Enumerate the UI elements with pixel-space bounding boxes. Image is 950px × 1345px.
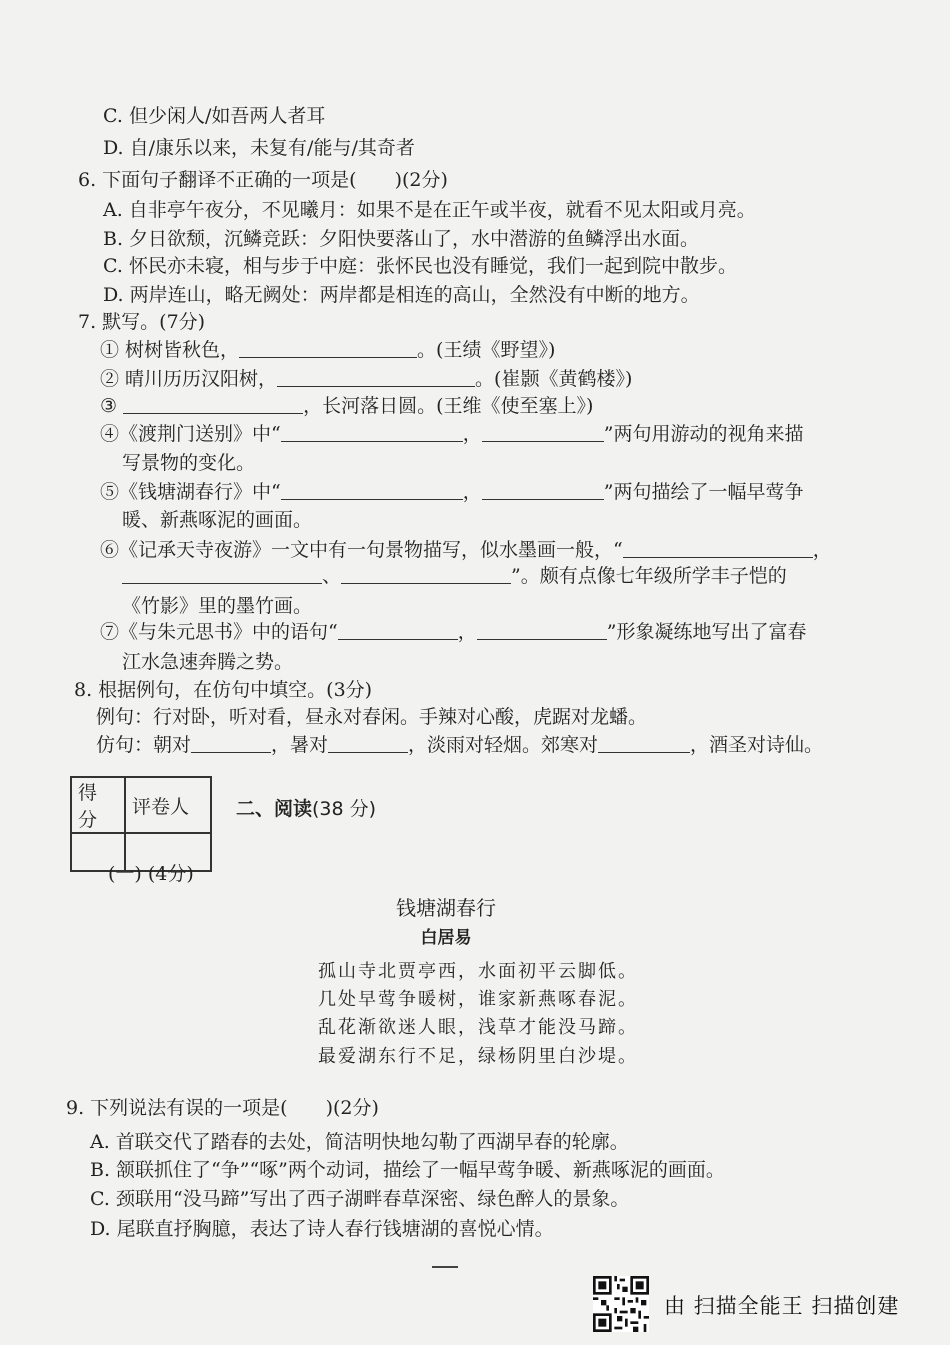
q7-blank-7b[interactable] [477,621,607,640]
poem-line-4: 最爱湖东行不足，绿杨阴里白沙堤。 [318,1046,638,1067]
q7-item-6-cont [122,564,787,588]
q6-option-b: B. 夕日欲颓，沉鳞竞跃：夕阳快要落山了，水中潜游的鱼鳞浮出水面。 [103,228,700,250]
section-2-title: 二、阅读 [236,798,313,820]
q8-blank-3[interactable] [598,734,690,753]
q9-option-d: D. 尾联直抒胸臆，表达了诗人春行钱塘湖的喜悦心情。 [90,1218,554,1240]
q7-blank-5a[interactable] [281,481,463,500]
q7-blank-4b[interactable] [482,423,604,442]
q7-blank-6b[interactable] [122,565,322,584]
poem-line-3: 乱花渐欲迷人眼，浅草才能没马蹄。 [318,1017,638,1038]
q7-blank-5b[interactable] [482,481,604,500]
q6-option-a: A. 自非亭午夜分，不见曦月：如果不是在正午或半夜，就看不见太阳或月亮。 [103,199,756,221]
q7-item-2-text-b: 。(崔颢《黄鹤楼》) [475,368,633,390]
q7-item-7 [100,620,806,644]
q6-option-c: C. 怀民亦未寝，相与步于中庭：张怀民也没有睡觉，我们一起到院中散步。 [103,255,737,277]
q7-item-3 [100,394,593,418]
q7-item-6-text-c: 、 [322,565,342,587]
q7-item-3-text-a: ③ [100,395,118,417]
q7-blank-4a[interactable] [281,423,463,442]
poem-author: 白居易 [420,928,472,948]
q7-item-3-text-b: ，长河落日圆。(王维《使至塞上》) [303,395,594,417]
q7-blank-6c[interactable] [341,565,511,584]
q7-item-7-text-b: ， [457,621,477,643]
q7-item-6-text-d: ”。颇有点像七年级所学丰子恺的 [511,565,787,587]
q7-blank-1[interactable] [239,339,417,358]
q7-item-2-text-a: ② 晴川历历汉阳树， [100,368,278,390]
q7-stem: 7. 默写。(7分) [78,311,206,333]
q7-item-5 [100,480,803,504]
section-2-points: (38 分) [312,798,377,820]
poem-line-2: 几处早莺争暖树，谁家新燕啄春泥。 [318,989,638,1010]
grader-header: 评卷人 [125,777,211,833]
q7-item-6 [100,538,832,562]
score-table [70,776,212,872]
q5-option-d: D. 自/康乐以来，未复有/能与/其奇者 [103,137,415,159]
q7-item-2 [100,367,632,391]
q7-item-6-cont2: 《竹影》里的墨竹画。 [122,595,313,617]
q7-item-5-text-a: ⑤《钱塘湖春行》中“ [100,481,281,503]
q7-item-4-text-c: ”两句用游动的视角来描 [603,423,804,445]
q7-item-5-text-c: ”两句描绘了一幅早莺争 [603,481,804,503]
q8-stem: 8. 根据例句，在仿句中填空。(3分) [74,679,373,701]
q8-imitation-text-a: 仿句：朝对 [96,734,192,756]
q7-item-6-text-a: ⑥《记承天寺夜游》一文中有一句景物描写，似水墨画一般，“ [100,539,623,561]
q7-item-4 [100,422,803,446]
q7-blank-3[interactable] [123,395,303,414]
page-footer-dash [432,1266,458,1268]
q8-imitation-text-b: ，暑对 [271,734,329,756]
q7-blank-6a[interactable] [623,539,813,558]
q7-item-1 [100,338,555,362]
q8-example: 例句：行对卧，听对看，昼永对春闲。手辣对心酸，虎踞对龙蟠。 [96,706,648,728]
q8-imitation [96,733,823,757]
score-header: 得 分 [71,777,125,833]
q7-item-6-text-b: ， [812,539,832,561]
poem-title: 钱塘湖春行 [396,896,496,920]
q8-blank-1[interactable] [191,734,271,753]
q7-item-5-cont: 暖、新燕啄泥的画面。 [122,509,313,531]
q7-item-7-text-c: ”形象凝练地写出了富春 [606,621,807,643]
q7-item-7-text-a: ⑦《与朱元思书》中的语句“ [100,621,338,643]
q6-stem: 6. 下面句子翻译不正确的一项是( )(2分) [78,169,448,191]
q7-blank-2[interactable] [277,368,475,387]
q8-blank-2[interactable] [328,734,408,753]
q9-option-a: A. 首联交代了踏春的去处，简洁明快地勾勒了西湖早春的轮廓。 [90,1131,629,1153]
q7-blank-7a[interactable] [338,621,458,640]
q7-item-4-text-b: ， [462,423,482,445]
scanner-watermark: 由 扫描全能王 扫描创建 [664,1294,900,1318]
q9-option-b: B. 颔联抓住了“争”“啄”两个动词，描绘了一幅早莺争暖、新燕啄泥的画面。 [90,1159,725,1181]
poem-line-1: 孤山寺北贾亭西，水面初平云脚低。 [318,961,638,982]
part-1-heading: (一) (4分) [108,863,194,885]
qr-code-icon [593,1276,649,1332]
q8-imitation-text-c: ，淡雨对轻烟。郊寒对 [408,734,599,756]
q5-option-c: C. 但少闲人/如吾两人者耳 [103,105,326,127]
section-2-heading [236,797,376,821]
q7-item-1-text-a: ① 树树皆秋色， [100,339,240,361]
q7-item-7-cont: 江水急速奔腾之势。 [122,651,294,673]
q9-stem: 9. 下列说法有误的一项是( )(2分) [66,1097,379,1119]
q7-item-4-cont: 写景物的变化。 [122,452,256,474]
q7-item-1-text-b: 。(王绩《野望》) [417,339,556,361]
q8-imitation-text-d: ，酒圣对诗仙。 [690,734,824,756]
q6-option-d: D. 两岸连山，略无阙处：两岸都是相连的高山，全然没有中断的地方。 [103,284,700,306]
q9-option-c: C. 颈联用“没马蹄”写出了西子湖畔春草深密、绿色醉人的景象。 [90,1188,630,1210]
q7-item-5-text-b: ， [462,481,482,503]
q7-item-4-text-a: ④《渡荆门送别》中“ [100,423,281,445]
